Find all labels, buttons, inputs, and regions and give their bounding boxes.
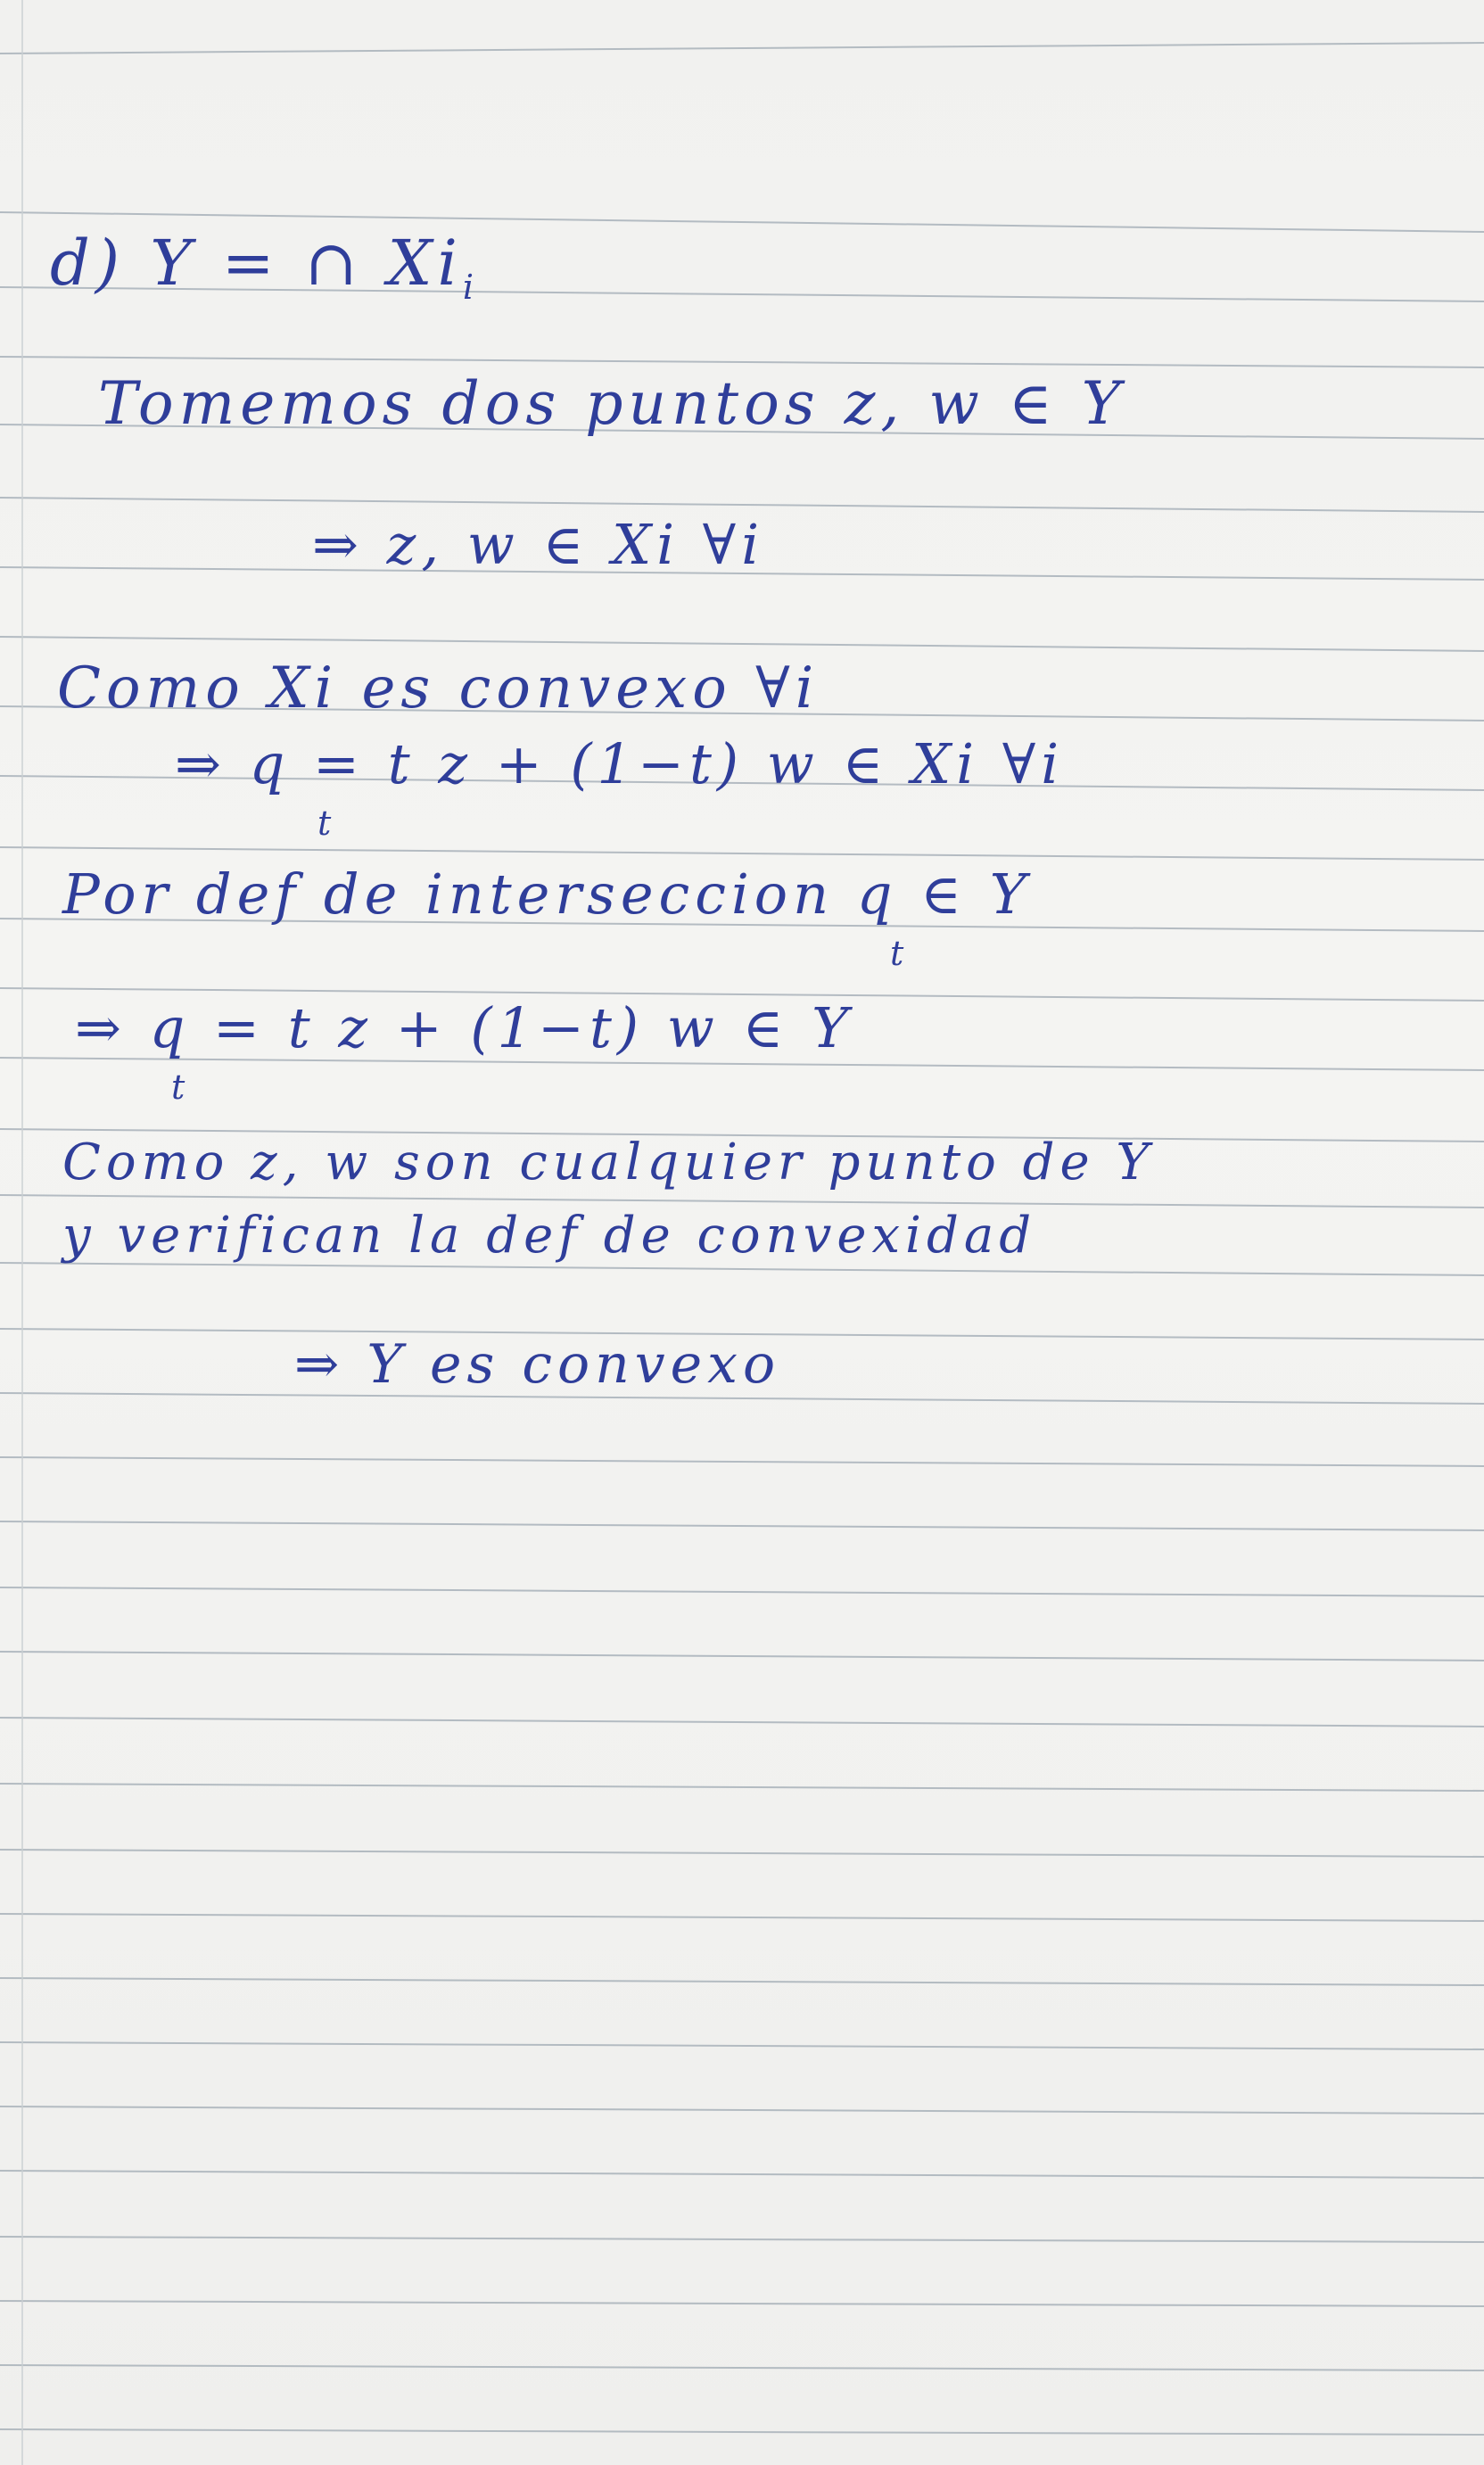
line-7-text: ⇒ q = t z + (1−t) w ∈ Y (75, 995, 854, 1060)
line-6 (62, 862, 1032, 973)
line-7-subscript: t (171, 1068, 187, 1107)
line-6-text: Por def de interseccion q ∈ Y (62, 862, 1032, 927)
line-3 (312, 512, 765, 577)
line-3-text: ⇒ z, w ∈ Xi ∀i (312, 512, 765, 577)
line-6-subscript: t (890, 934, 906, 973)
line-9 (62, 1207, 1037, 1265)
line-5-text: ⇒ q = t z + (1−t) w ∈ Xi ∀i (175, 731, 1065, 796)
line-2-text: Tomemos dos puntos z, w ∈ Y (98, 369, 1126, 438)
line-4 (57, 655, 820, 721)
line-1-text: d) Y = ∩ Xi (50, 227, 463, 300)
line-10-text: ⇒ Y es convexo (294, 1333, 781, 1396)
line-8-text: Como z, w son cualquier punto de Y (62, 1134, 1155, 1191)
line-10 (294, 1333, 781, 1396)
margin-line (21, 0, 23, 2465)
line-4-text: Como Xi es convexo ∀i (57, 655, 820, 721)
line-9-text: y verifican la def de convexidad (62, 1207, 1037, 1265)
line-1 (50, 227, 476, 307)
line-8 (62, 1134, 1155, 1191)
line-1-subscript: i (462, 268, 476, 307)
line-7 (75, 995, 854, 1107)
line-5-subscript: t (317, 804, 334, 843)
line-2 (98, 369, 1126, 438)
line-5 (175, 731, 1065, 843)
